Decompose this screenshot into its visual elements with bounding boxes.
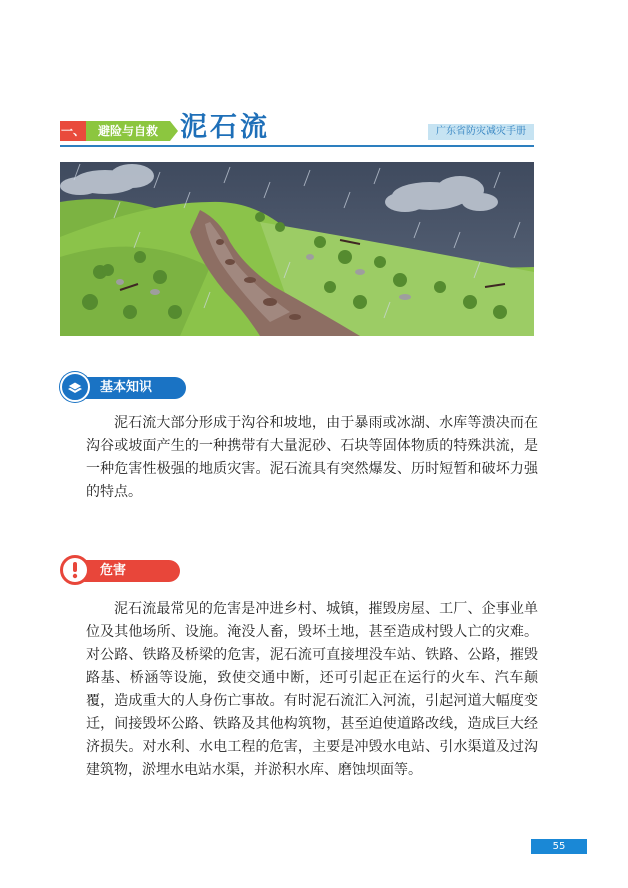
section-heading-label: 危害 xyxy=(74,560,180,582)
chevron-right-icon xyxy=(170,121,178,141)
book-title: 广东省防灾减灾手册 xyxy=(428,124,534,140)
header-divider xyxy=(60,145,534,147)
section-heading-hazards xyxy=(60,555,188,585)
mudslide-illustration xyxy=(60,162,534,336)
book-stack-icon xyxy=(60,372,90,402)
section-name: 避险与自救 xyxy=(86,121,170,141)
chapter-header xyxy=(60,112,534,144)
page-title: 泥石流 xyxy=(180,112,270,143)
basic-knowledge-paragraph: 泥石流大部分形成于沟谷和坡地，由于暴雨或冰湖、水库等溃决而在沟谷或坡面产生的一种携带有大量泥砂、石块等固体物质的特殊洪流，是一种危害性极强的地质灾害。泥石流具有突然爆发、历时短暂和破坏力强的特点。 xyxy=(86,415,538,500)
section-heading-label: 基本知识 xyxy=(74,377,186,399)
section-heading-basic-knowledge xyxy=(60,372,188,402)
page-number: 55 xyxy=(531,839,587,854)
hazards-paragraph: 泥石流最常见的危害是冲进乡村、城镇，摧毁房屋、工厂、企事业单位及其他场所、设施。淹没人畜，毁坏土地，甚至造成村毁人亡的灾难。对公路、铁路及桥梁的危害，泥石流可直接埋没车站、铁路、公路，摧毁路基、桥涵等设施，致使交通中断，还可引起正在运行的火车、汽车颠覆，造成重大的人身伤亡事故。有时泥石流汇入河流，引起河道大幅度变迁，间接毁坏公路、铁路及其他构筑物，甚至迫使道路改线，造成巨大经济损失。对水利、水电工程的危害，主要是冲毁水电站、引水渠道及过沟建筑物，淤埋水电站水渠，并淤积水库、磨蚀坝面等。 xyxy=(86,601,538,778)
exclamation-icon xyxy=(60,555,90,585)
section-number: 一、 xyxy=(60,121,86,141)
